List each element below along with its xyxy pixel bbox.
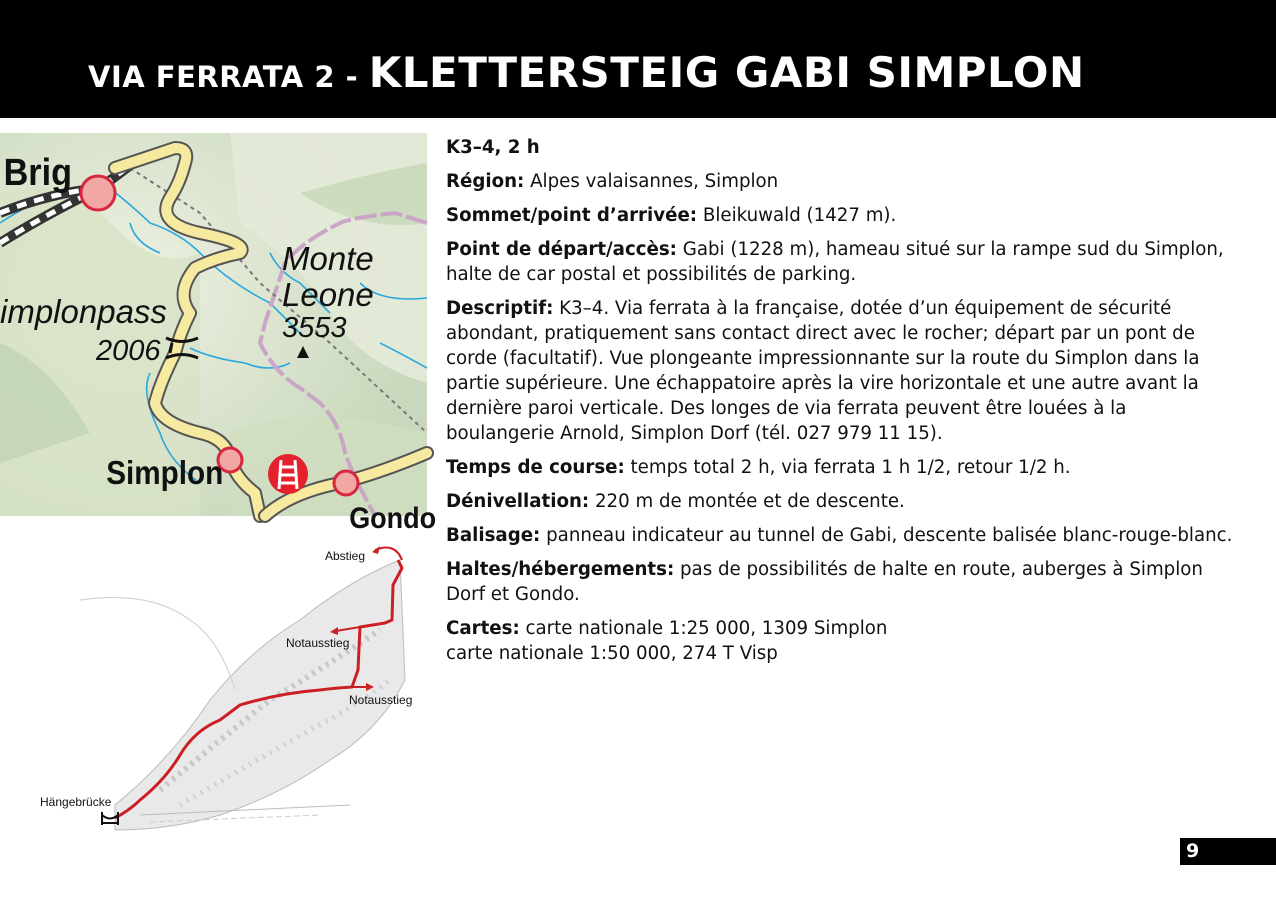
info-maps: Cartes: carte nationale 1:25 000, 1309 Simplon carte nationale 1:50 000, 274 T Visp bbox=[446, 618, 888, 664]
label-summit-alt: 3553 bbox=[282, 312, 347, 344]
via-ferrata-ladder-icon bbox=[268, 454, 308, 494]
label-notausstieg-2: Notausstieg bbox=[349, 693, 413, 707]
label-abstieg: Abstieg bbox=[325, 549, 366, 563]
town-brig-marker bbox=[81, 176, 115, 210]
label-simplon: Simplon bbox=[106, 454, 224, 492]
label-gondo: Gondo bbox=[349, 501, 437, 536]
info-huts: Haltes/hébergements: pas de possibilités de halte en route, auberges à Simplon Dorf et Gondo. bbox=[446, 559, 1203, 605]
town-gondo-marker bbox=[334, 471, 358, 495]
info-time: Temps de course: temps total 2 h, via ferrata 1 h 1/2, retour 1/2 h. bbox=[446, 457, 1071, 478]
label-brig: Brig bbox=[3, 150, 72, 194]
title-prefix: VIA FERRATA 2 - bbox=[88, 60, 369, 94]
info-region: Région: Alpes valaisannes, Simplon bbox=[446, 171, 779, 192]
label-pass-alt: 2006 bbox=[96, 335, 161, 367]
route-diagram bbox=[20, 530, 430, 855]
title-main: KLETTERSTEIG GABI SIMPLON bbox=[368, 48, 1085, 97]
page-number: 9 bbox=[1180, 838, 1276, 865]
page-title bbox=[88, 48, 1085, 97]
info-description: Descriptif: K3–4. Via ferrata à la française, dotée d’un équipement de sécurité abondant, pratiquement sans contact direct avec le rocher; départ par un pont de corde (facultatif). Vue plongeante impressionnante sur la route du Simplon dans la partie supérieure. Une échappatoire après la vire horizontale et une autre avant la dernière paroi verticale. Des longes de via ferrata peuvent être louées à la boulangerie Arnold, Simplon Dorf (tél. 027 979 11 15). bbox=[446, 298, 1200, 444]
label-leone: Leone bbox=[282, 276, 374, 313]
route-info bbox=[446, 135, 1236, 675]
page-header bbox=[0, 0, 1276, 118]
info-grade: K3–4, 2 h bbox=[446, 137, 540, 158]
info-elevation: Dénivellation: 220 m de montée et de descente. bbox=[446, 491, 905, 512]
info-summit: Sommet/point d’arrivée: Bleikuwald (1427 m). bbox=[446, 205, 897, 226]
label-haengebruecke: Hängebrücke bbox=[40, 795, 112, 809]
label-simplonpass: implonpass bbox=[0, 293, 167, 330]
info-marking: Balisage: panneau indicateur au tunnel de Gabi, descente balisée blanc-rouge-blanc. bbox=[446, 525, 1233, 546]
label-notausstieg-1: Notausstieg bbox=[286, 636, 350, 650]
location-map bbox=[0, 133, 437, 536]
label-monte: Monte bbox=[282, 240, 374, 277]
info-start: Point de départ/accès: Gabi (1228 m), hameau situé sur la rampe sud du Simplon, halte de car postal et possibilités de parking. bbox=[446, 239, 1224, 285]
